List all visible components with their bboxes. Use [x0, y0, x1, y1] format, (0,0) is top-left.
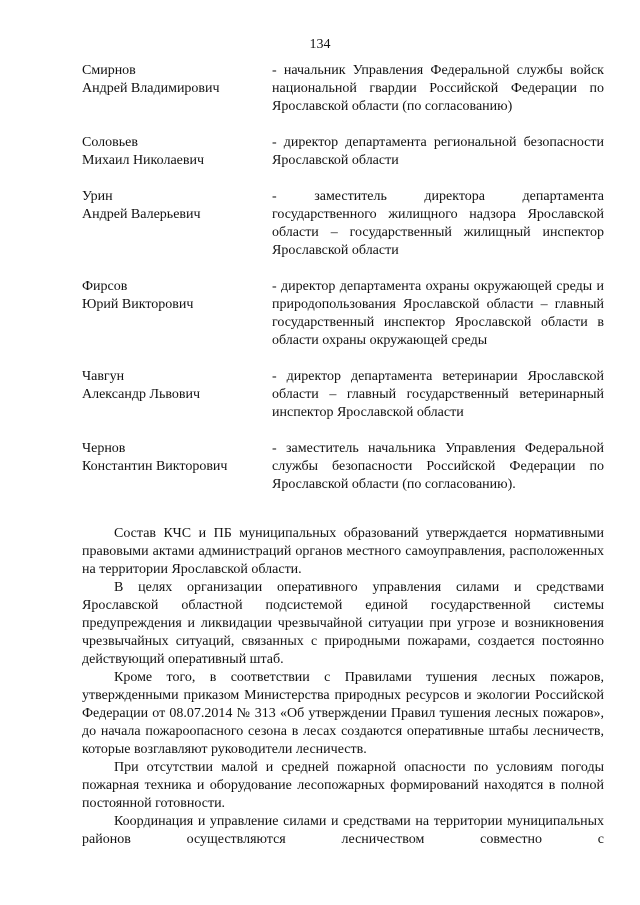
member-role: - заместитель начальника Управления Федеральной службы безопасности Российской Федерации по Ярославской области (по согласованию).: [272, 441, 604, 492]
member-surname: Смирнов: [82, 63, 136, 78]
member-name: [82, 440, 272, 494]
member-given-names: Юрий Викторович: [82, 297, 194, 312]
member-surname: Соловьев: [82, 135, 138, 150]
paragraph: При отсутствии малой и средней пожарной опасности по условиям погоды пожарная техника и оборудование лесопожарных формирований находятся в полной постоянной готовности.: [82, 760, 604, 811]
member-role: - начальник Управления Федеральной службы войск национальной гвардии Российской Федерации по Ярославской области (по согласованию): [272, 63, 604, 114]
paragraph: Состав КЧС и ПБ муниципальных образований утверждается нормативными правовыми актами администраций органов местного самоуправления, расположенных на территории Ярославской области.: [82, 526, 604, 577]
member-entry: [82, 62, 604, 116]
member-entry: [82, 134, 604, 170]
body-text: [82, 525, 604, 849]
paragraph: Кроме того, в соответствии с Правилами тушения лесных пожаров, утвержденными приказом Министерства природных ресурсов и экологии Российской Федерации от 08.07.2014 № 313 «Об утверждении Правил тушения лесных пожаров», до начала пожароопасного сезона в лесах создаются оперативные штабы лесничеств, которые возглавляют руководители лесничеств.: [82, 670, 604, 757]
member-given-names: Андрей Владимирович: [82, 81, 220, 96]
member-entry: [82, 278, 604, 350]
member-given-names: Михаил Николаевич: [82, 153, 205, 168]
member-given-names: Андрей Валерьевич: [82, 207, 201, 222]
commission-members-list: [82, 62, 604, 512]
member-surname: Урин: [82, 189, 113, 204]
member-role: - директор департамента охраны окружающей среды и природопользования Ярославской области – главный государственный инспектор Ярославской области в области охраны окружающей среды: [272, 279, 604, 348]
member-entry: [82, 440, 604, 494]
member-surname: Чернов: [82, 441, 126, 456]
member-role: - директор департамента региональной безопасности Ярославской области: [272, 135, 604, 168]
member-entry: [82, 188, 604, 260]
member-role: - директор департамента ветеринарии Ярославской области – главный государственный ветеринарный инспектор Ярославской области: [272, 369, 604, 420]
member-entry: [82, 368, 604, 422]
paragraph: В целях организации оперативного управления силами и средствами Ярославской областной подсистемой единой государственной системы предупреждения и ликвидации чрезвычайной ситуации при угрозе и возникновения чрезвычайных ситуаций, связанных с природными пожарами, создается постоянно действующий оперативный штаб.: [82, 580, 604, 667]
page-number: 134: [309, 37, 331, 52]
member-given-names: Константин Викторович: [82, 459, 228, 474]
member-name: [82, 368, 272, 422]
member-role: - заместитель директора департамента государственного жилищного надзора Ярославской области – государственный жилищный инспектор Ярославской области: [272, 189, 604, 258]
member-given-names: Александр Львович: [82, 387, 201, 402]
member-surname: Чавгун: [82, 369, 125, 384]
member-name: [82, 134, 272, 170]
member-name: [82, 62, 272, 116]
member-surname: Фирсов: [82, 279, 128, 294]
member-name: [82, 188, 272, 260]
member-name: [82, 278, 272, 350]
paragraph: Координация и управление силами и средствами на территории муниципальных районов осуществляются лесничеством совместно с: [82, 814, 604, 847]
